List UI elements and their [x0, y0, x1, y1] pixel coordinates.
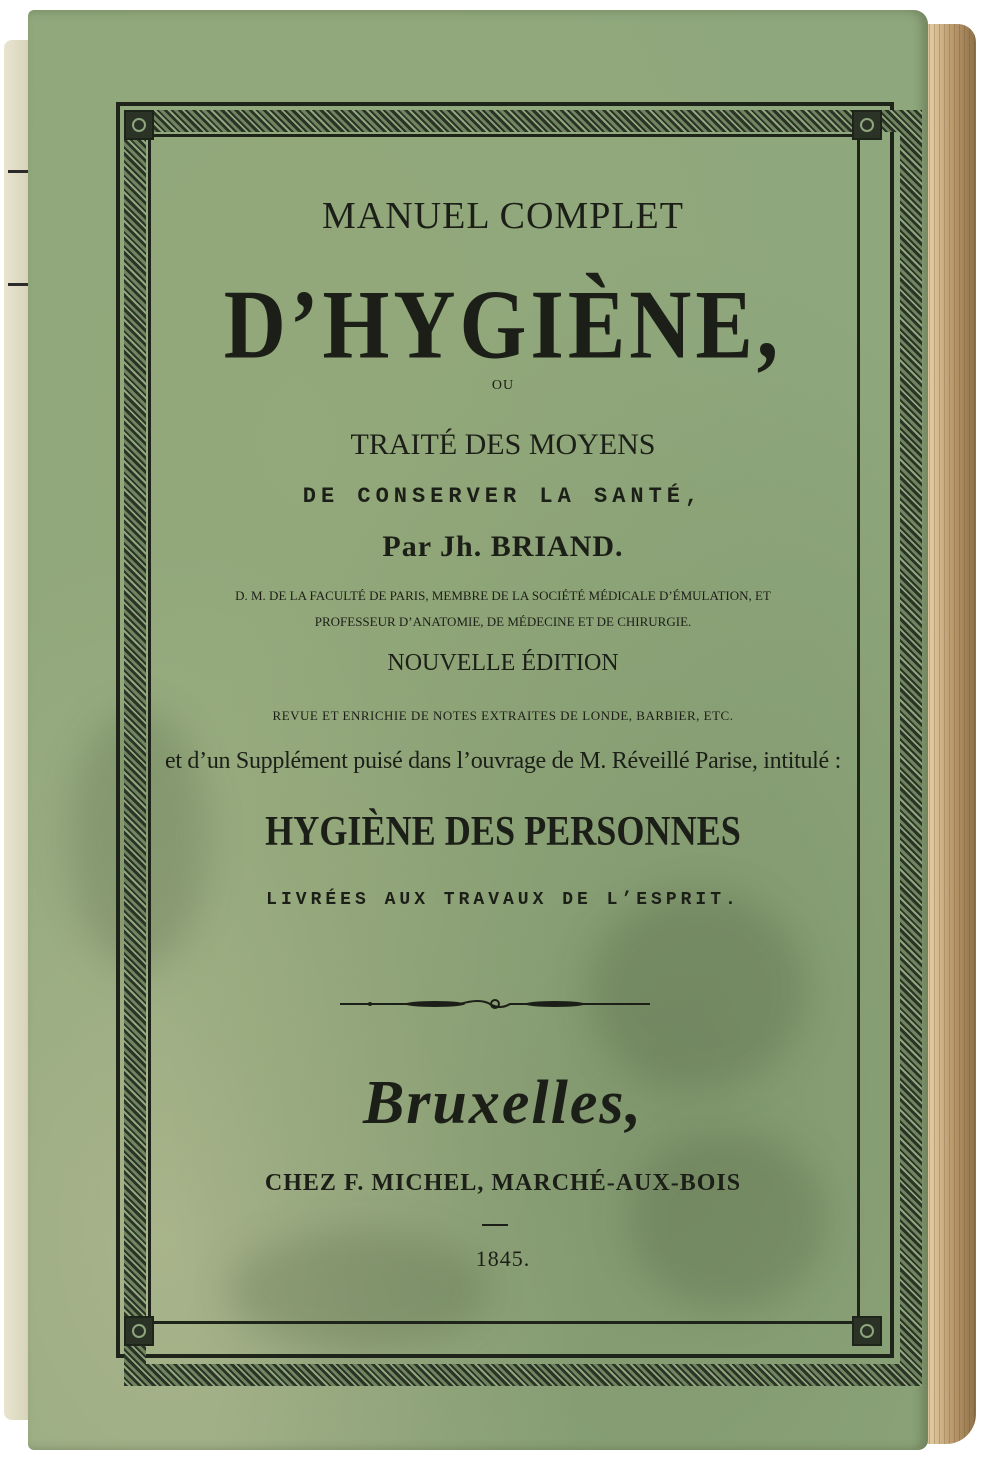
corner-ornament: [852, 110, 882, 140]
conjunction: OU: [491, 378, 515, 393]
series-title: MANUEL COMPLET: [322, 195, 684, 237]
publication-year: 1845.: [475, 1246, 531, 1271]
revision-note: REVUE ET ENRICHIE DE NOTES EXTRAITES DE LONDE, BARBIER, ETC.: [272, 708, 734, 723]
author-credentials-1: D. M. DE LA FACULTÉ DE PARIS, MEMBRE DE LA SOCIÉTÉ MÉDICALE D’ÉMULATION, ET: [235, 588, 771, 603]
subtitle-line-1: TRAITÉ DES MOYENS: [350, 428, 656, 461]
divider: [482, 1224, 508, 1226]
publisher-line: CHEZ F. MICHEL, MARCHÉ-AUX-BOIS: [264, 1170, 742, 1196]
supplement-title: HYGIÈNE DES PERSONNES: [265, 809, 741, 855]
edition-line: NOUVELLE ÉDITION: [387, 650, 619, 676]
corner-ornament: [124, 110, 154, 140]
place-of-publication: Bruxelles,: [362, 1069, 644, 1137]
supplement-note: et d’un Supplément puisé dans l’ouvrage de M. Réveillé Parise, intitulé :: [165, 748, 841, 774]
book-cover: [28, 10, 928, 1450]
book: [4, 10, 974, 1450]
corner-ornament: [852, 1316, 882, 1346]
main-title: D’HYGIÈNE,: [223, 268, 783, 380]
author-line: Par Jh. BRIAND.: [382, 530, 624, 563]
flourish-ornament: [340, 994, 650, 1014]
supplement-subtitle: LIVRÉES AUX TRAVAUX DE L’ESPRIT.: [266, 890, 740, 910]
author-credentials-2: PROFESSEUR D’ANATOMIE, DE MÉDECINE ET DE CHIRURGIE.: [314, 614, 692, 629]
subtitle-line-2: DE CONSERVER LA SANTÉ,: [302, 484, 704, 509]
corner-ornament: [124, 1316, 154, 1346]
